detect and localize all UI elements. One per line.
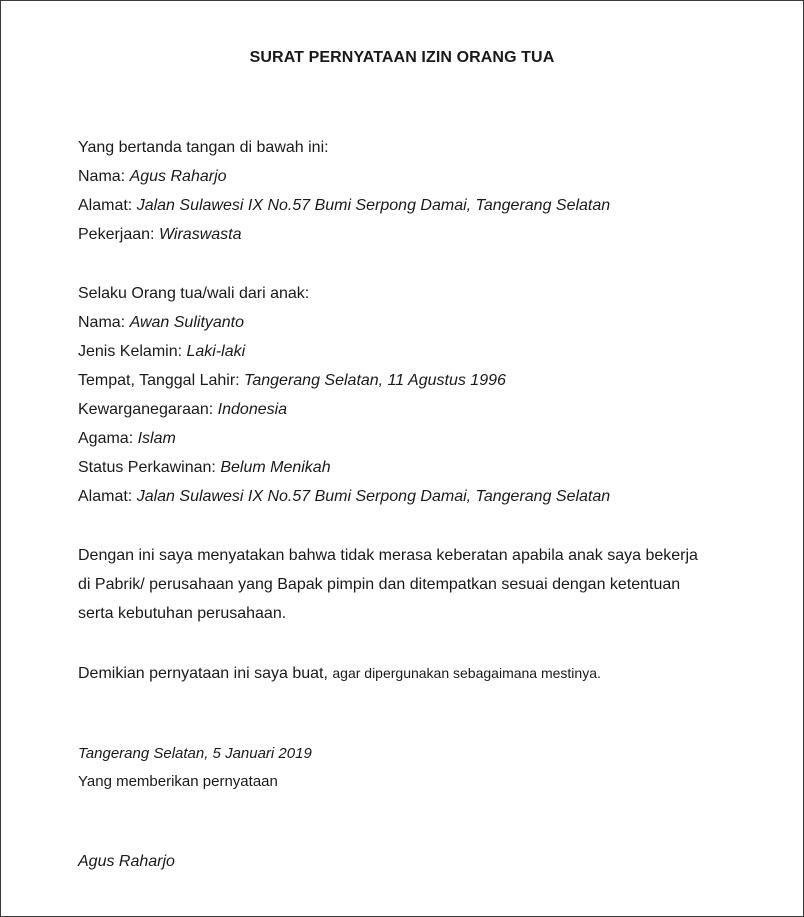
child-nationality-label: Kewarganegaraan: <box>78 401 214 418</box>
signer-name: Agus Raharjo <box>78 853 175 870</box>
child-gender-row <box>78 342 245 362</box>
child-address-row <box>78 487 610 507</box>
statement-line-2: di Pabrik/ perusahaan yang Bapak pimpin dan ditempatkan sesuai dengan ketentuan <box>78 576 681 593</box>
child-birth-label: Tempat, Tanggal Lahir: <box>78 372 240 389</box>
child-address-label: Alamat: <box>78 488 133 505</box>
letter-title: SURAT PERNYATAAN IZIN ORANG TUA <box>249 49 555 66</box>
child-marital-value: Belum Menikah <box>220 459 331 476</box>
child-name-row <box>78 313 244 333</box>
child-gender-label: Jenis Kelamin: <box>78 343 183 360</box>
child-name-value: Awan Sulityanto <box>129 314 245 331</box>
child-birth-value: Tangerang Selatan, 11 Agustus 1996 <box>244 372 506 389</box>
closing-text-part1: Demikian pernyataan ini saya buat, <box>78 665 333 682</box>
parent-address-row <box>78 196 610 216</box>
parent-address-value: Jalan Sulawesi IX No.57 Bumi Serpong Damai, Tangerang Selatan <box>136 197 611 214</box>
parent-job-label: Pekerjaan: <box>78 226 155 243</box>
child-nationality-row <box>78 400 287 420</box>
parent-name-row <box>78 167 227 187</box>
child-gender-value: Laki-laki <box>186 343 246 360</box>
signer-caption: Yang memberikan pernyataan <box>78 773 278 790</box>
closing-text <box>78 663 601 684</box>
child-religion-label: Agama: <box>78 430 134 447</box>
parent-address-label: Alamat: <box>78 197 133 214</box>
child-marital-label: Status Perkawinan: <box>78 459 216 476</box>
parent-name-value: Agus Raharjo <box>129 168 227 185</box>
child-address-value: Jalan Sulawesi IX No.57 Bumi Serpong Damai, Tangerang Selatan <box>136 488 611 505</box>
child-religion-value: Islam <box>137 430 176 447</box>
parent-job-row <box>78 225 242 245</box>
closing-text-part2: agar dipergunakan sebagaimana mestinya. <box>332 665 601 681</box>
place-date: Tangerang Selatan, 5 Januari 2019 <box>78 745 312 762</box>
child-birth-row <box>78 371 506 391</box>
child-religion-row <box>78 429 176 449</box>
parent-name-label: Nama: <box>78 168 126 185</box>
statement-line-1: Dengan ini saya menyatakan bahwa tidak merasa keberatan apabila anak saya bekerja <box>78 547 698 564</box>
statement-line-3: serta kebutuhan perusahaan. <box>78 605 287 622</box>
child-nationality-value: Indonesia <box>217 401 288 418</box>
child-marital-row <box>78 458 331 478</box>
child-name-label: Nama: <box>78 314 126 331</box>
child-intro-text: Selaku Orang tua/wali dari anak: <box>78 285 310 302</box>
intro-text: Yang bertanda tangan di bawah ini: <box>78 139 329 156</box>
parent-job-value: Wiraswasta <box>158 226 242 243</box>
